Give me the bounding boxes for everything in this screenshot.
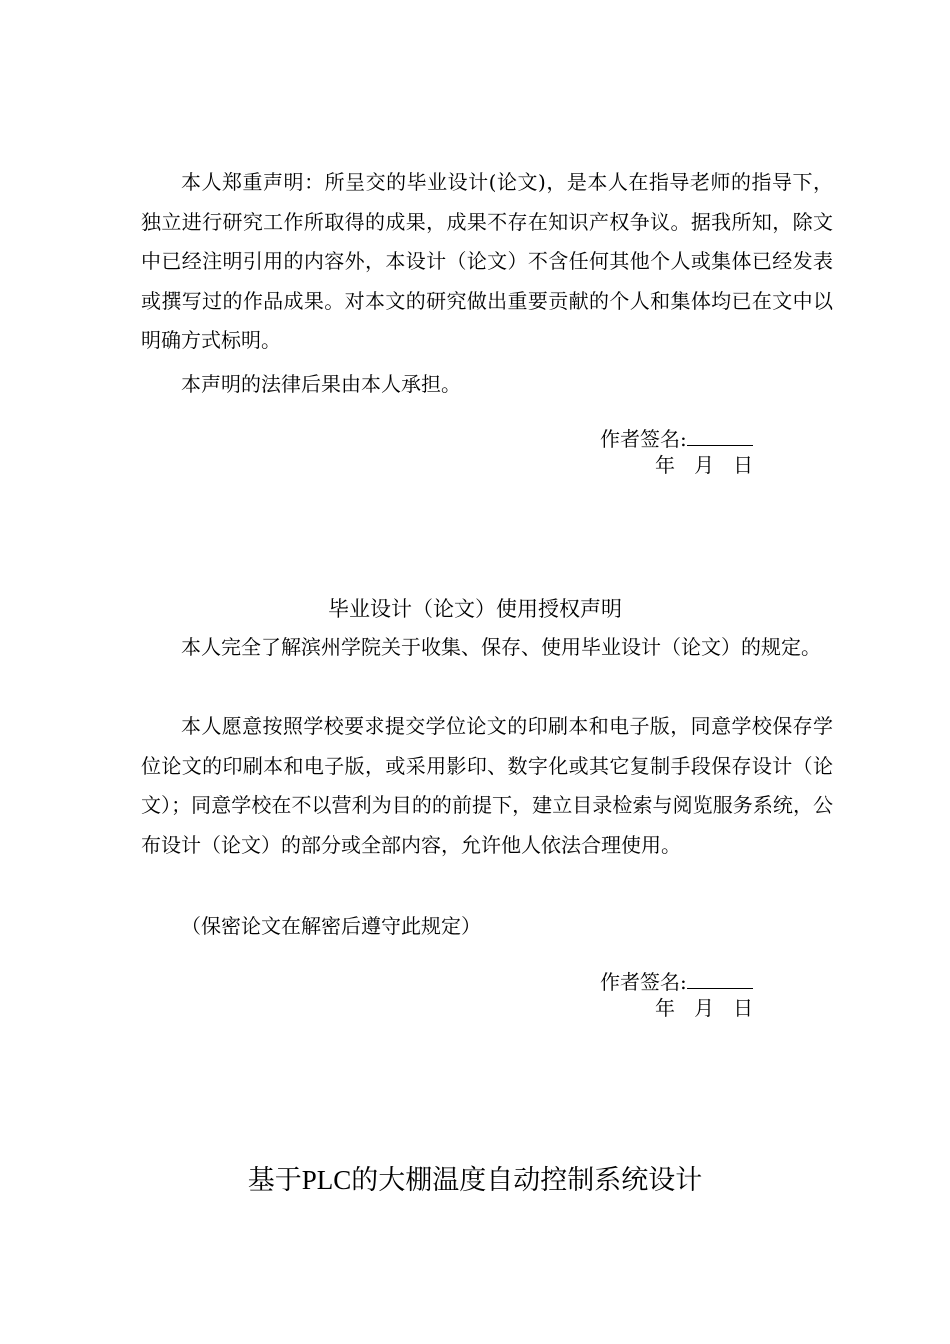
declaration-signature [600, 425, 753, 452]
declaration-date: 年 月 日 [655, 453, 754, 477]
thesis-title-latin: PLC [301, 1165, 352, 1195]
authorization-date: 年 月 日 [655, 996, 754, 1020]
signature-line [687, 425, 753, 446]
authorization-paragraph-1: 本人完全了解滨州学院关于收集、保存、使用毕业设计（论文）的规定。 [181, 635, 821, 659]
declaration-paragraph-1: 本人郑重声明：所呈交的毕业设计(论文)，是本人在指导老师的指导下，独立进行研究工作所取得的成果，成果不存在知识产权争议。据我所知，除文中已经注明引用的内容外，本设计（论文）不含任何其他个人或集体已经发表或撰写过的作品成果。对本文的研究做出重要贡献的个人和集体均已在文中以明确方式标明。 [141, 170, 833, 352]
signature-label: 作者签名: [600, 970, 687, 994]
signature-label: 作者签名: [600, 427, 687, 451]
thesis-title [0, 1162, 950, 1199]
declaration-paragraph-2: 本声明的法律后果由本人承担。 [181, 372, 461, 396]
authorization-title: 毕业设计（论文）使用授权声明 [328, 597, 622, 621]
authorization-paragraph-2: 本人愿意按照学校要求提交学位论文的印刷本和电子版，同意学校保存学位论文的印刷本和电子版，或采用影印、数字化或其它复制手段保存设计（论文）；同意学校在不以营利为目的的前提下，建立目录检索与阅览服务系统，公布设计（论文）的部分或全部内容，允许他人依法合理使用。 [141, 714, 833, 857]
thesis-title-suffix: 的大棚温度自动控制系统设计 [351, 1165, 703, 1196]
authorization-paragraph-3: （保密论文在解密后遵守此规定） [181, 914, 481, 938]
thesis-title-prefix: 基于 [247, 1165, 302, 1196]
authorization-signature [600, 968, 753, 995]
signature-line [687, 968, 753, 989]
